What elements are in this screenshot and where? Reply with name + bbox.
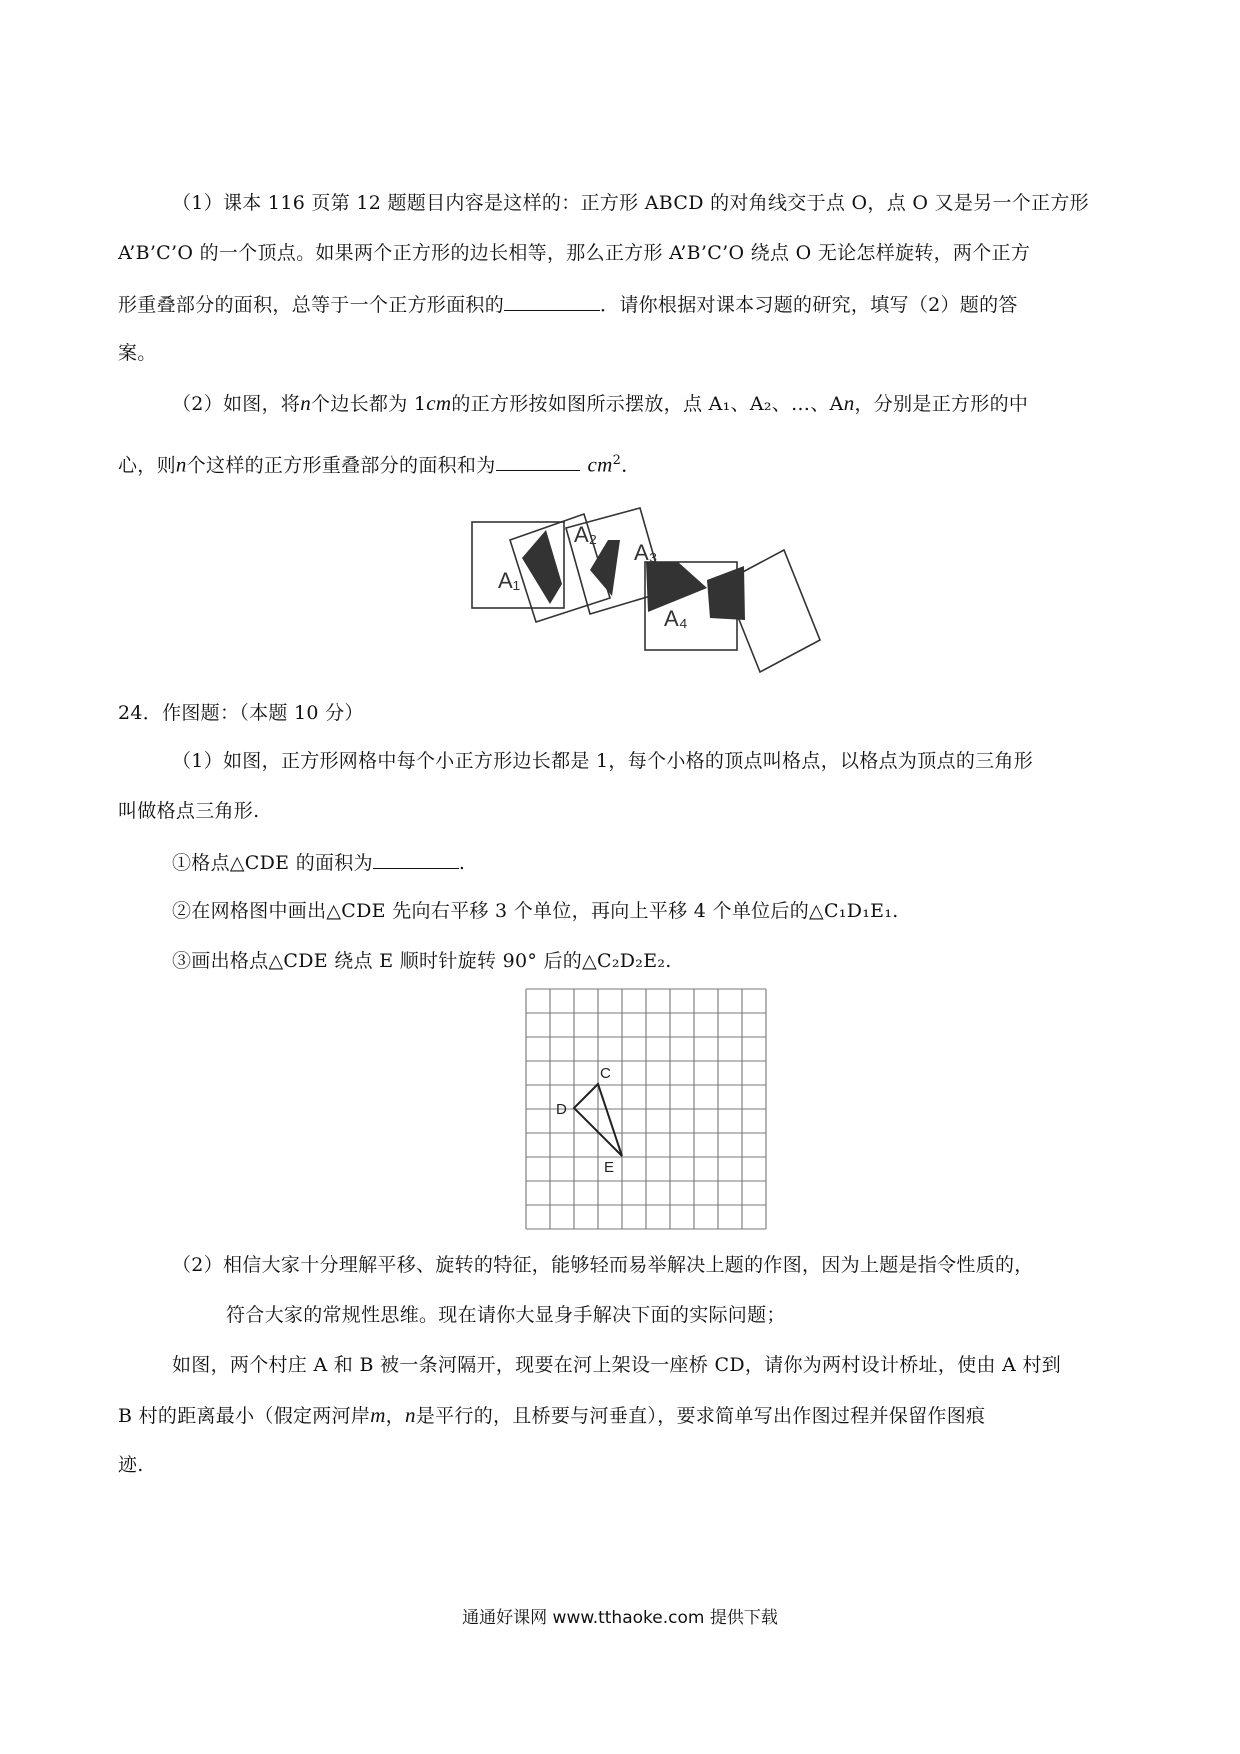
q23-p2-line1 xyxy=(172,390,1028,417)
label-e: E xyxy=(604,1159,615,1176)
q24-p1-line1: （1）如图，正方形网格中每个小正方形边长都是 1，每个小格的顶点叫格点，以格点为顶点的三角形 xyxy=(172,750,1034,772)
q23-p2-text-c: 的正方形按如图所示摆放，点 A₁、A₂、…、A xyxy=(451,393,844,415)
q24-heading: 24．作图题：（本题 10 分） xyxy=(118,702,364,724)
label-d: D xyxy=(556,1101,567,1118)
label-a3: A₃ xyxy=(634,540,658,565)
q23-p1-line2: A’B’C’O 的一个顶点。如果两个正方形的边长相等，那么正方形 A’B’C’O 绕点 O 无论怎样旋转，两个正方 xyxy=(118,242,1031,264)
q24-p1-line2: 叫做格点三角形. xyxy=(118,800,260,822)
q23-p1-line1: （1）课本 116 页第 12 题题目内容是这样的：正方形 ABCD 的对角线交于点 O，点 O 又是另一个正方形 xyxy=(172,192,1089,214)
q24-p3-line1: 如图，两个村庄 A 和 B 被一条河隔开，现要在河上架设一座桥 CD，请你为两村设计桥址，使由 A 村到 xyxy=(172,1354,1062,1376)
answer-blank-2 xyxy=(496,450,580,471)
unit-cm: cm xyxy=(587,452,613,477)
answer-blank-3 xyxy=(373,848,459,869)
var-n: n xyxy=(175,452,187,477)
q23-p1-line3-text-b: ．请你根据对课本习题的研究，填写（2）题的答 xyxy=(600,294,1018,316)
q24-item-1-text: ①格点△CDE 的面积为 xyxy=(172,852,373,874)
q24-p3-text-a: B 村的距离最小（假定两河岸 xyxy=(118,1405,371,1427)
q23-p1-line4: 案。 xyxy=(118,342,157,364)
label-c: C xyxy=(600,1065,611,1082)
q24-item-2: ②在网格图中画出△CDE 先向右平移 3 个单位，再向上平移 4 个单位后的△C₁D₁E₁. xyxy=(172,900,899,922)
label-a4: A₄ xyxy=(664,606,688,631)
q23-p2-text-a: （2）如图，将 xyxy=(172,393,301,415)
q24-item-3: ③画出格点△CDE 绕点 E 顺时针旋转 90° 后的△C₂D₂E₂. xyxy=(172,950,672,972)
q24-p2-line2: 符合大家的常规性思维。现在请你大显身手解决下面的实际问题； xyxy=(226,1304,786,1326)
q24-p3-text-b: 是平行的，且桥要与河垂直），要求简单写出作图过程并保留作图痕 xyxy=(415,1405,986,1427)
overlapping-squares-figure xyxy=(450,488,830,684)
label-a1: A₁ xyxy=(498,568,521,593)
q23-p2-text-f: 个这样的正方形重叠部分的面积和为 xyxy=(186,454,496,477)
q23-p2-text-d: ，分别是正方形的中 xyxy=(854,393,1029,415)
unit-cm: cm xyxy=(426,391,452,415)
var-n: n xyxy=(300,391,312,415)
comma: ， xyxy=(385,1405,405,1427)
q23-p1-line3 xyxy=(118,290,1018,318)
q24-p2-line1: （2）相信大家十分理解平移、旋转的特征，能够轻而易举解决上题的作图，因为上题是指令性质的， xyxy=(172,1254,1034,1276)
var-n: n xyxy=(404,1403,416,1427)
var-m: m xyxy=(370,1403,386,1427)
q24-item-1 xyxy=(172,848,465,876)
q23-p1-line3-text-a: 形重叠部分的面积，总等于一个正方形面积的 xyxy=(118,294,505,316)
q23-p2-text-e: 心，则 xyxy=(118,454,176,477)
period: . xyxy=(458,852,466,874)
q24-p3-line2 xyxy=(118,1402,985,1429)
answer-blank-1 xyxy=(504,290,600,311)
grid-figure xyxy=(524,988,768,1230)
page-footer: 通通好课网 www.tthaoke.com 提供下载 xyxy=(462,1608,778,1628)
period: ． xyxy=(621,454,641,477)
q24-p3-line3: 迹. xyxy=(118,1454,144,1476)
unit-exponent: 2 xyxy=(612,453,622,468)
q23-p2-text-b: 个边长都为 1 xyxy=(311,393,427,415)
label-a2: A₂ xyxy=(574,522,598,547)
q23-p2-line2 xyxy=(118,448,641,478)
var-n: n xyxy=(843,391,855,415)
